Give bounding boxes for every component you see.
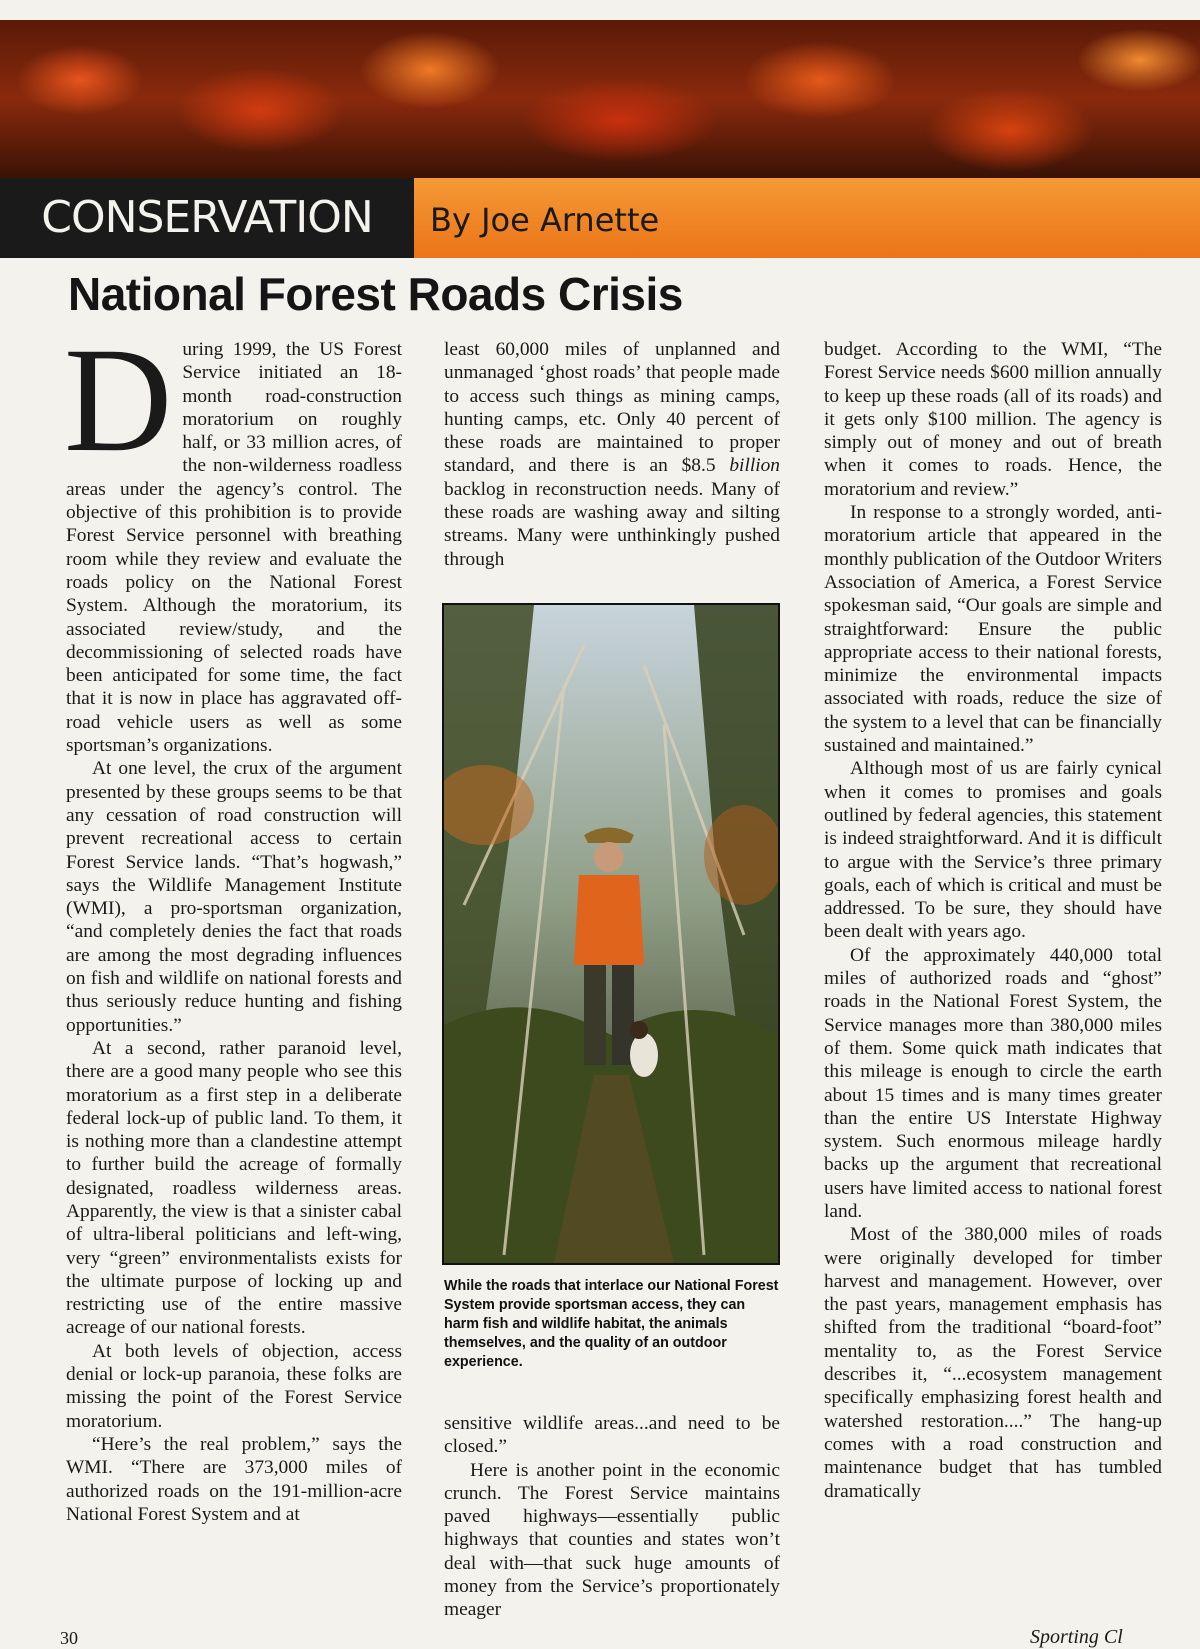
autumn-leaves-banner [0,20,1200,178]
page-number: 30 [60,1628,78,1648]
paragraph-6-italic: billion [729,455,780,477]
hunter-with-dog-photo [442,603,780,1265]
paragraph-4: At both levels of objection, access denial or lock-up paranoia, these folks are missing the point of the Forest Service moratorium. [66,1340,402,1432]
paragraph-1-text: uring 1999, the US Forest Service initiated an 18-month road-construction moratorium on roughly half, or 33 million acres, of the non-wilderness roadless areas under the agency’s control. The objective of this prohibition is to provide Forest Service personnel with breathing room while they review and evaluate the roads policy on the National Forest System. Although the moratorium, its associated review/study, and the decommissioning of selected roads have been anticipated for some time, the fact that it is now in place has aggravated off-road vehicle users as well as some sportsman’s organizations. [66,339,402,757]
photo-caption: While the roads that interlace our National Forest System provide sportsman access, they can harm fish and wildlife habitat, the animals themselves, and the quality of an outdoor experience. [444,1278,779,1370]
running-foot: Sporting Cl [1030,1626,1123,1648]
paragraph-3: At a second, rather paranoid level, there are a good many people who see this moratorium as a first step in a deliberate federal lock-up of public land. To them, it is nothing more than a clandestine attempt to further build the acreage of formally designated, roadless wilderness areas. Apparently, the view is that a sinister cabal of ultra-liberal politicians and left-wing, very “green” environmentalists exists for the ultimate purpose of locking up and restricting use of the entire massive acreage of our national forests. [66,1037,402,1339]
byline: By Joe Arnette [414,178,1200,258]
column-2-top [444,338,780,571]
paragraph-11: Although most of us are fairly cynical when it comes to promises and goals outlined by federal agencies, this statement is indeed straightforward. And it is difficult to argue with the Service’s three primary goals, each of which is critical and must be addressed. To be sure, they should have been dealt with years ago. [824,758,1162,943]
section-label: CONSERVATION [0,178,414,258]
article-headline: National Forest Roads Crisis [68,268,683,320]
column-2-bottom [444,1412,780,1622]
paragraph-6-text-b: backlog in reconstruction needs. Many of these roads are washing away and silting streams. Many were unthinkingly pushed through [444,478,780,570]
column-1 [64,317,402,1526]
header-band [0,178,1200,258]
paragraph-8: Here is another point in the economic crunch. The Forest Service maintains paved highways—essentially public highways that counties and states won’t deal with—that suck huge amounts of money from the Service’s proportionately meager [444,1459,780,1621]
paragraph-2: At one level, the crux of the argument presented by these groups seems to be that any cessation of road construction will prevent recreational access to certain Forest Service lands. “That’s hogwash,” says the Wildlife Management Institute (WMI), a pro-sportsman organization, “and completely denies the fact that roads are among the most degrading influences on fish and wildlife on national forests and thus seriously reduce hunting and fishing opportunities.” [66,758,402,1036]
paragraph-1 [64,317,402,757]
drop-cap: D [64,317,173,483]
paragraph-6 [444,338,780,571]
paragraph-7: sensitive wildlife areas...and need to be closed.” [444,1413,780,1458]
paragraph-12: Of the approximately 440,000 total miles of authorized roads and “ghost” roads in the National Forest System, the Service manages more than 380,000 miles of them. Some quick math indicates that this mileage is enough to circle the earth about 15 times and is many times greater than the entire US Interstate Highway system. Such enormous mileage hardly backs up the argument that recreational users have limited access to national forest land. [824,944,1162,1222]
paragraph-6-text-a: least 60,000 miles of unplanned and unmanaged ‘ghost roads’ that people made to access such things as mining camps, hunting camps, etc. Only 40 percent of these roads are maintained to proper standard, and there is an $8.5 [444,339,780,477]
paragraph-13: Most of the 380,000 miles of roads were originally developed for timber harvest and management. However, over the past years, management emphasis has shifted from the traditional “board-foot” mentality to, as the Forest Service describes it, “...ecosystem management specifically emphasizing forest health and watershed restoration....” The hang-up comes with a road construction and maintenance budget that has tumbled dramatically [824,1224,1162,1502]
column-3 [824,338,1162,1503]
forest-trail-illustration [444,605,778,1263]
paragraph-5: “Here’s the real problem,” says the WMI. “There are 373,000 miles of authorized roads on the 191-million-acre National Forest System and at [66,1433,402,1525]
paragraph-9: budget. According to the WMI, “The Forest Service needs $600 million annually to keep up these roads (all of its roads) and it gets only $100 million. The agency is simply out of money and out of breath when it comes to roads. Hence, the moratorium and review.” [824,339,1162,500]
paragraph-10: In response to a strongly worded, anti-moratorium article that appeared in the monthly publication of the Outdoor Writers Association of America, a Forest Service spokesman said, “Our goals are simple and straightforward: Ensure the public appropriate access to their national forests, minimize the environmental impacts associated with roads, reduce the size of the system to a level that can be financially sustained and maintained.” [824,502,1162,757]
